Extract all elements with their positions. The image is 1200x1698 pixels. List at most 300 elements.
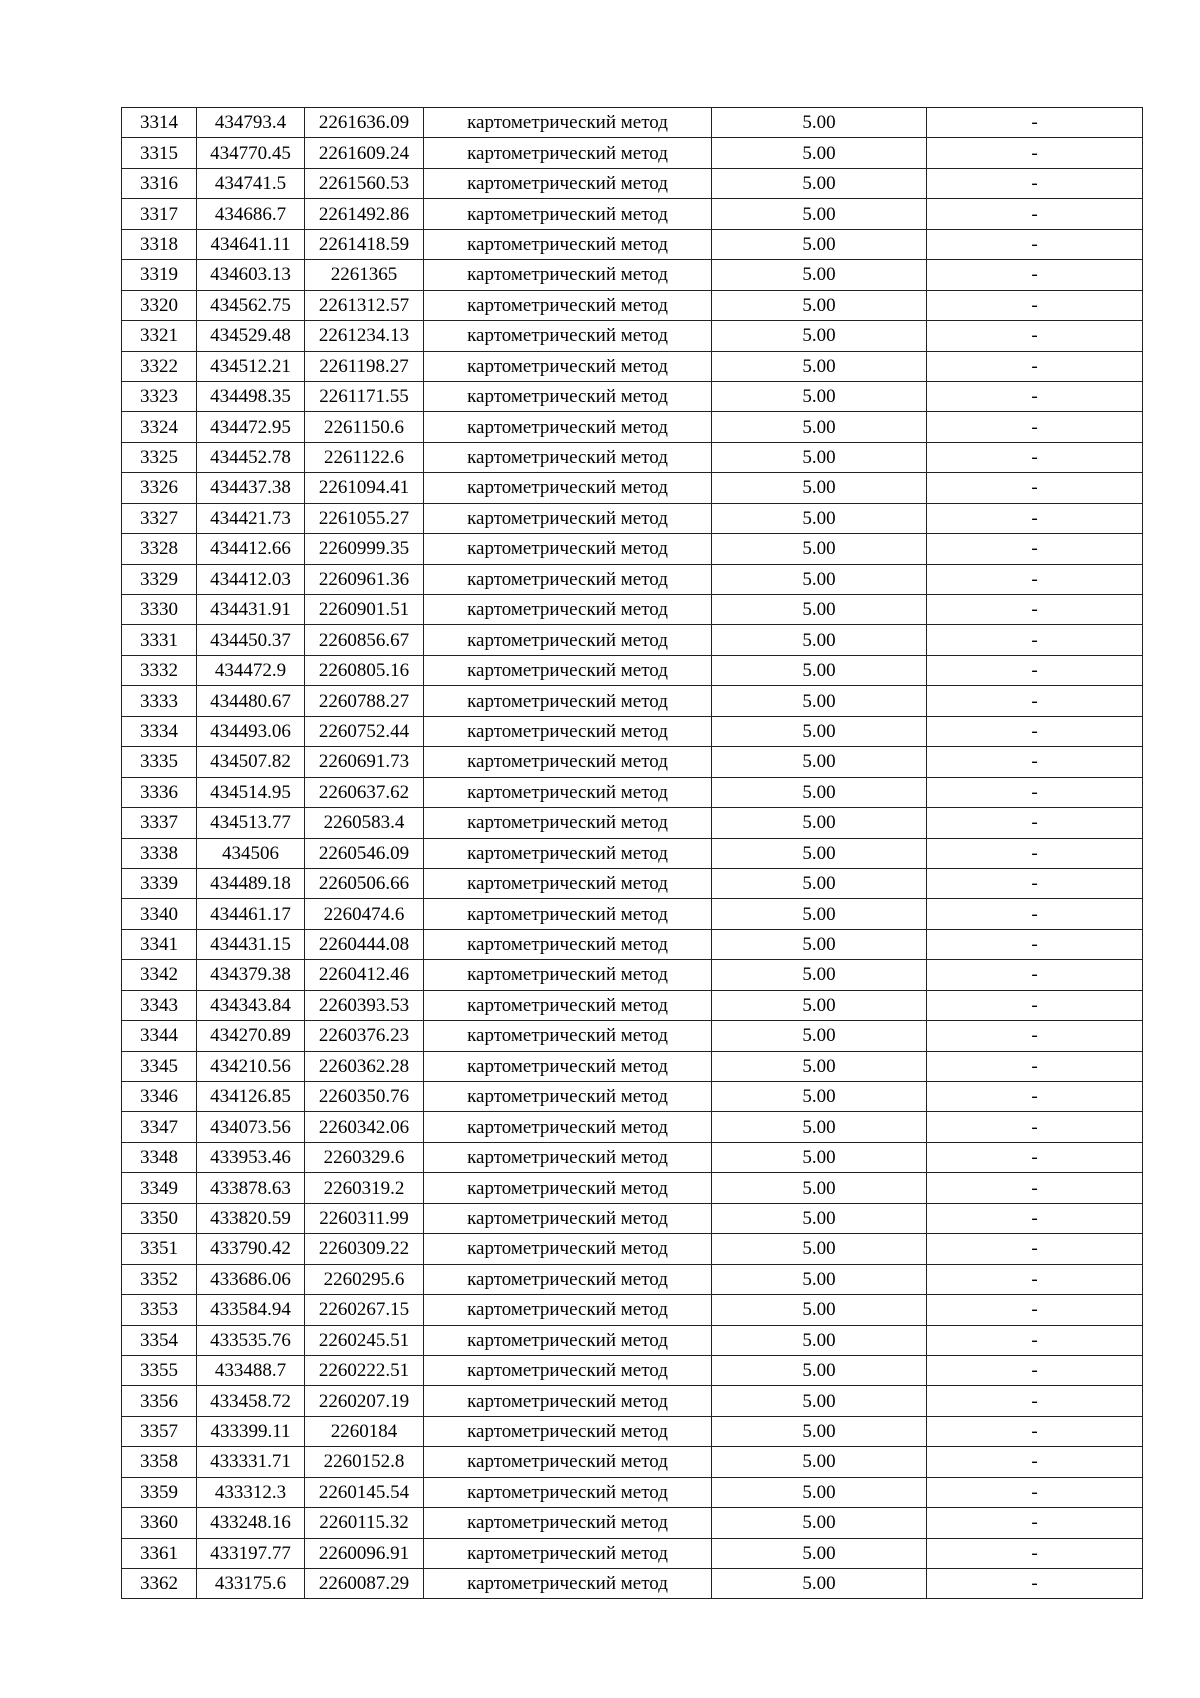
method-cell: картометрический метод xyxy=(424,1508,712,1538)
accuracy-cell: 5.00 xyxy=(712,1021,927,1051)
accuracy-cell: 5.00 xyxy=(712,1295,927,1325)
accuracy-cell: 5.00 xyxy=(712,1082,927,1112)
table-row xyxy=(122,108,1143,138)
description-cell: - xyxy=(927,990,1143,1020)
x-coordinate-cell: 433248.16 xyxy=(197,1508,305,1538)
accuracy-cell: 5.00 xyxy=(712,1416,927,1446)
accuracy-cell: 5.00 xyxy=(712,442,927,472)
table-row xyxy=(122,899,1143,929)
accuracy-cell: 5.00 xyxy=(712,716,927,746)
table-row xyxy=(122,1325,1143,1355)
method-cell: картометрический метод xyxy=(424,777,712,807)
description-cell: - xyxy=(927,1416,1143,1446)
x-coordinate-cell: 434431.91 xyxy=(197,595,305,625)
description-cell: - xyxy=(927,564,1143,594)
table-row xyxy=(122,595,1143,625)
table-row xyxy=(122,564,1143,594)
y-coordinate-cell: 2260901.51 xyxy=(305,595,424,625)
x-coordinate-cell: 434073.56 xyxy=(197,1112,305,1142)
point-number-cell: 3324 xyxy=(122,412,197,442)
y-coordinate-cell: 2260342.06 xyxy=(305,1112,424,1142)
y-coordinate-cell: 2260546.09 xyxy=(305,838,424,868)
description-cell: - xyxy=(927,1173,1143,1203)
description-cell: - xyxy=(927,625,1143,655)
table-row xyxy=(122,960,1143,990)
description-cell: - xyxy=(927,1051,1143,1081)
accuracy-cell: 5.00 xyxy=(712,138,927,168)
point-number-cell: 3351 xyxy=(122,1234,197,1264)
coordinates-table xyxy=(121,107,1143,1599)
x-coordinate-cell: 434512.21 xyxy=(197,351,305,381)
y-coordinate-cell: 2260245.51 xyxy=(305,1325,424,1355)
method-cell: картометрический метод xyxy=(424,290,712,320)
y-coordinate-cell: 2261365 xyxy=(305,260,424,290)
accuracy-cell: 5.00 xyxy=(712,168,927,198)
description-cell: - xyxy=(927,960,1143,990)
table-row xyxy=(122,1203,1143,1233)
x-coordinate-cell: 433953.46 xyxy=(197,1142,305,1172)
x-coordinate-cell: 433790.42 xyxy=(197,1234,305,1264)
x-coordinate-cell: 433535.76 xyxy=(197,1325,305,1355)
table-row xyxy=(122,1508,1143,1538)
x-coordinate-cell: 434793.4 xyxy=(197,108,305,138)
point-number-cell: 3321 xyxy=(122,321,197,351)
point-number-cell: 3356 xyxy=(122,1386,197,1416)
x-coordinate-cell: 434514.95 xyxy=(197,777,305,807)
point-number-cell: 3318 xyxy=(122,229,197,259)
description-cell: - xyxy=(927,1447,1143,1477)
description-cell: - xyxy=(927,595,1143,625)
method-cell: картометрический метод xyxy=(424,1477,712,1507)
table-row xyxy=(122,868,1143,898)
point-number-cell: 3341 xyxy=(122,929,197,959)
description-cell: - xyxy=(927,168,1143,198)
y-coordinate-cell: 2260152.8 xyxy=(305,1447,424,1477)
accuracy-cell: 5.00 xyxy=(712,777,927,807)
description-cell: - xyxy=(927,1142,1143,1172)
description-cell: - xyxy=(927,868,1143,898)
x-coordinate-cell: 434412.66 xyxy=(197,534,305,564)
table-row xyxy=(122,503,1143,533)
x-coordinate-cell: 433488.7 xyxy=(197,1355,305,1385)
y-coordinate-cell: 2260222.51 xyxy=(305,1355,424,1385)
y-coordinate-cell: 2260309.22 xyxy=(305,1234,424,1264)
description-cell: - xyxy=(927,1569,1143,1599)
method-cell: картометрический метод xyxy=(424,1173,712,1203)
accuracy-cell: 5.00 xyxy=(712,595,927,625)
table-row xyxy=(122,808,1143,838)
table-row xyxy=(122,990,1143,1020)
y-coordinate-cell: 2260329.6 xyxy=(305,1142,424,1172)
y-coordinate-cell: 2260805.16 xyxy=(305,655,424,685)
table-row xyxy=(122,1538,1143,1568)
x-coordinate-cell: 434770.45 xyxy=(197,138,305,168)
y-coordinate-cell: 2261094.41 xyxy=(305,473,424,503)
point-number-cell: 3345 xyxy=(122,1051,197,1081)
y-coordinate-cell: 2260691.73 xyxy=(305,747,424,777)
y-coordinate-cell: 2261171.55 xyxy=(305,381,424,411)
method-cell: картометрический метод xyxy=(424,1203,712,1233)
accuracy-cell: 5.00 xyxy=(712,503,927,533)
accuracy-cell: 5.00 xyxy=(712,990,927,1020)
x-coordinate-cell: 434452.78 xyxy=(197,442,305,472)
method-cell: картометрический метод xyxy=(424,990,712,1020)
accuracy-cell: 5.00 xyxy=(712,1203,927,1233)
accuracy-cell: 5.00 xyxy=(712,625,927,655)
y-coordinate-cell: 2260362.28 xyxy=(305,1051,424,1081)
table-row xyxy=(122,1386,1143,1416)
x-coordinate-cell: 434270.89 xyxy=(197,1021,305,1051)
accuracy-cell: 5.00 xyxy=(712,1355,927,1385)
point-number-cell: 3358 xyxy=(122,1447,197,1477)
x-coordinate-cell: 434343.84 xyxy=(197,990,305,1020)
x-coordinate-cell: 433175.6 xyxy=(197,1569,305,1599)
point-number-cell: 3354 xyxy=(122,1325,197,1355)
method-cell: картометрический метод xyxy=(424,1447,712,1477)
accuracy-cell: 5.00 xyxy=(712,290,927,320)
y-coordinate-cell: 2260350.76 xyxy=(305,1082,424,1112)
accuracy-cell: 5.00 xyxy=(712,1142,927,1172)
description-cell: - xyxy=(927,1082,1143,1112)
description-cell: - xyxy=(927,290,1143,320)
method-cell: картометрический метод xyxy=(424,838,712,868)
description-cell: - xyxy=(927,1538,1143,1568)
method-cell: картометрический метод xyxy=(424,595,712,625)
table-row xyxy=(122,321,1143,351)
table-row xyxy=(122,199,1143,229)
description-cell: - xyxy=(927,929,1143,959)
method-cell: картометрический метод xyxy=(424,1051,712,1081)
x-coordinate-cell: 434210.56 xyxy=(197,1051,305,1081)
coordinates-table-body xyxy=(122,108,1143,1599)
x-coordinate-cell: 434529.48 xyxy=(197,321,305,351)
description-cell: - xyxy=(927,503,1143,533)
point-number-cell: 3325 xyxy=(122,442,197,472)
description-cell: - xyxy=(927,534,1143,564)
accuracy-cell: 5.00 xyxy=(712,381,927,411)
table-row xyxy=(122,1234,1143,1264)
table-row xyxy=(122,1447,1143,1477)
accuracy-cell: 5.00 xyxy=(712,108,927,138)
table-row xyxy=(122,747,1143,777)
accuracy-cell: 5.00 xyxy=(712,199,927,229)
point-number-cell: 3337 xyxy=(122,808,197,838)
description-cell: - xyxy=(927,351,1143,381)
y-coordinate-cell: 2261418.59 xyxy=(305,229,424,259)
accuracy-cell: 5.00 xyxy=(712,351,927,381)
accuracy-cell: 5.00 xyxy=(712,686,927,716)
description-cell: - xyxy=(927,381,1143,411)
method-cell: картометрический метод xyxy=(424,321,712,351)
accuracy-cell: 5.00 xyxy=(712,655,927,685)
accuracy-cell: 5.00 xyxy=(712,1112,927,1142)
point-number-cell: 3343 xyxy=(122,990,197,1020)
accuracy-cell: 5.00 xyxy=(712,1264,927,1294)
method-cell: картометрический метод xyxy=(424,1112,712,1142)
x-coordinate-cell: 433312.3 xyxy=(197,1477,305,1507)
y-coordinate-cell: 2260184 xyxy=(305,1416,424,1446)
y-coordinate-cell: 2260752.44 xyxy=(305,716,424,746)
point-number-cell: 3314 xyxy=(122,108,197,138)
method-cell: картометрический метод xyxy=(424,534,712,564)
accuracy-cell: 5.00 xyxy=(712,412,927,442)
method-cell: картометрический метод xyxy=(424,1416,712,1446)
table-row xyxy=(122,1477,1143,1507)
method-cell: картометрический метод xyxy=(424,747,712,777)
table-row xyxy=(122,686,1143,716)
method-cell: картометрический метод xyxy=(424,229,712,259)
y-coordinate-cell: 2260267.15 xyxy=(305,1295,424,1325)
description-cell: - xyxy=(927,1234,1143,1264)
method-cell: картометрический метод xyxy=(424,260,712,290)
method-cell: картометрический метод xyxy=(424,503,712,533)
method-cell: картометрический метод xyxy=(424,381,712,411)
x-coordinate-cell: 434431.15 xyxy=(197,929,305,959)
point-number-cell: 3334 xyxy=(122,716,197,746)
x-coordinate-cell: 433399.11 xyxy=(197,1416,305,1446)
x-coordinate-cell: 434421.73 xyxy=(197,503,305,533)
table-row xyxy=(122,138,1143,168)
point-number-cell: 3332 xyxy=(122,655,197,685)
point-number-cell: 3339 xyxy=(122,868,197,898)
table-row xyxy=(122,260,1143,290)
method-cell: картометрический метод xyxy=(424,899,712,929)
y-coordinate-cell: 2260637.62 xyxy=(305,777,424,807)
description-cell: - xyxy=(927,838,1143,868)
point-number-cell: 3336 xyxy=(122,777,197,807)
y-coordinate-cell: 2261122.6 xyxy=(305,442,424,472)
y-coordinate-cell: 2260444.08 xyxy=(305,929,424,959)
table-row xyxy=(122,1355,1143,1385)
description-cell: - xyxy=(927,321,1143,351)
accuracy-cell: 5.00 xyxy=(712,1325,927,1355)
x-coordinate-cell: 434686.7 xyxy=(197,199,305,229)
table-row xyxy=(122,929,1143,959)
point-number-cell: 3361 xyxy=(122,1538,197,1568)
accuracy-cell: 5.00 xyxy=(712,868,927,898)
y-coordinate-cell: 2260115.32 xyxy=(305,1508,424,1538)
point-number-cell: 3338 xyxy=(122,838,197,868)
table-row xyxy=(122,168,1143,198)
table-row xyxy=(122,1569,1143,1599)
table-row xyxy=(122,534,1143,564)
accuracy-cell: 5.00 xyxy=(712,534,927,564)
x-coordinate-cell: 434641.11 xyxy=(197,229,305,259)
method-cell: картометрический метод xyxy=(424,138,712,168)
method-cell: картометрический метод xyxy=(424,716,712,746)
description-cell: - xyxy=(927,1203,1143,1233)
point-number-cell: 3357 xyxy=(122,1416,197,1446)
accuracy-cell: 5.00 xyxy=(712,1447,927,1477)
description-cell: - xyxy=(927,1508,1143,1538)
y-coordinate-cell: 2261636.09 xyxy=(305,108,424,138)
point-number-cell: 3335 xyxy=(122,747,197,777)
point-number-cell: 3327 xyxy=(122,503,197,533)
x-coordinate-cell: 434450.37 xyxy=(197,625,305,655)
x-coordinate-cell: 434480.67 xyxy=(197,686,305,716)
table-row xyxy=(122,838,1143,868)
table-row xyxy=(122,625,1143,655)
y-coordinate-cell: 2261560.53 xyxy=(305,168,424,198)
y-coordinate-cell: 2261609.24 xyxy=(305,138,424,168)
method-cell: картометрический метод xyxy=(424,868,712,898)
method-cell: картометрический метод xyxy=(424,1142,712,1172)
description-cell: - xyxy=(927,1325,1143,1355)
accuracy-cell: 5.00 xyxy=(712,1051,927,1081)
point-number-cell: 3344 xyxy=(122,1021,197,1051)
accuracy-cell: 5.00 xyxy=(712,260,927,290)
x-coordinate-cell: 434741.5 xyxy=(197,168,305,198)
x-coordinate-cell: 433458.72 xyxy=(197,1386,305,1416)
table-row xyxy=(122,777,1143,807)
method-cell: картометрический метод xyxy=(424,808,712,838)
accuracy-cell: 5.00 xyxy=(712,473,927,503)
accuracy-cell: 5.00 xyxy=(712,1234,927,1264)
x-coordinate-cell: 434472.95 xyxy=(197,412,305,442)
method-cell: картометрический метод xyxy=(424,351,712,381)
description-cell: - xyxy=(927,808,1143,838)
x-coordinate-cell: 434562.75 xyxy=(197,290,305,320)
accuracy-cell: 5.00 xyxy=(712,1173,927,1203)
description-cell: - xyxy=(927,108,1143,138)
y-coordinate-cell: 2260096.91 xyxy=(305,1538,424,1568)
point-number-cell: 3360 xyxy=(122,1508,197,1538)
y-coordinate-cell: 2261234.13 xyxy=(305,321,424,351)
y-coordinate-cell: 2260412.46 xyxy=(305,960,424,990)
point-number-cell: 3348 xyxy=(122,1142,197,1172)
y-coordinate-cell: 2260295.6 xyxy=(305,1264,424,1294)
y-coordinate-cell: 2261055.27 xyxy=(305,503,424,533)
description-cell: - xyxy=(927,777,1143,807)
table-row xyxy=(122,442,1143,472)
y-coordinate-cell: 2260393.53 xyxy=(305,990,424,1020)
x-coordinate-cell: 434603.13 xyxy=(197,260,305,290)
table-row xyxy=(122,1021,1143,1051)
point-number-cell: 3359 xyxy=(122,1477,197,1507)
point-number-cell: 3326 xyxy=(122,473,197,503)
accuracy-cell: 5.00 xyxy=(712,1508,927,1538)
y-coordinate-cell: 2260999.35 xyxy=(305,534,424,564)
x-coordinate-cell: 434493.06 xyxy=(197,716,305,746)
table-row xyxy=(122,381,1143,411)
y-coordinate-cell: 2260474.6 xyxy=(305,899,424,929)
x-coordinate-cell: 434506 xyxy=(197,838,305,868)
x-coordinate-cell: 434437.38 xyxy=(197,473,305,503)
description-cell: - xyxy=(927,1355,1143,1385)
accuracy-cell: 5.00 xyxy=(712,1386,927,1416)
method-cell: картометрический метод xyxy=(424,1325,712,1355)
x-coordinate-cell: 433584.94 xyxy=(197,1295,305,1325)
table-row xyxy=(122,412,1143,442)
method-cell: картометрический метод xyxy=(424,929,712,959)
point-number-cell: 3323 xyxy=(122,381,197,411)
table-row xyxy=(122,1295,1143,1325)
y-coordinate-cell: 2260319.2 xyxy=(305,1173,424,1203)
method-cell: картометрический метод xyxy=(424,686,712,716)
x-coordinate-cell: 434489.18 xyxy=(197,868,305,898)
table-row xyxy=(122,351,1143,381)
accuracy-cell: 5.00 xyxy=(712,1569,927,1599)
description-cell: - xyxy=(927,473,1143,503)
x-coordinate-cell: 433197.77 xyxy=(197,1538,305,1568)
x-coordinate-cell: 434412.03 xyxy=(197,564,305,594)
point-number-cell: 3333 xyxy=(122,686,197,716)
point-number-cell: 3330 xyxy=(122,595,197,625)
x-coordinate-cell: 433820.59 xyxy=(197,1203,305,1233)
description-cell: - xyxy=(927,1112,1143,1142)
description-cell: - xyxy=(927,412,1143,442)
y-coordinate-cell: 2261198.27 xyxy=(305,351,424,381)
y-coordinate-cell: 2260311.99 xyxy=(305,1203,424,1233)
x-coordinate-cell: 434507.82 xyxy=(197,747,305,777)
table-row xyxy=(122,229,1143,259)
method-cell: картометрический метод xyxy=(424,199,712,229)
point-number-cell: 3340 xyxy=(122,899,197,929)
y-coordinate-cell: 2261150.6 xyxy=(305,412,424,442)
x-coordinate-cell: 434379.38 xyxy=(197,960,305,990)
x-coordinate-cell: 434472.9 xyxy=(197,655,305,685)
point-number-cell: 3316 xyxy=(122,168,197,198)
method-cell: картометрический метод xyxy=(424,1295,712,1325)
description-cell: - xyxy=(927,260,1143,290)
description-cell: - xyxy=(927,138,1143,168)
y-coordinate-cell: 2260087.29 xyxy=(305,1569,424,1599)
method-cell: картометрический метод xyxy=(424,655,712,685)
method-cell: картометрический метод xyxy=(424,473,712,503)
point-number-cell: 3352 xyxy=(122,1264,197,1294)
y-coordinate-cell: 2261492.86 xyxy=(305,199,424,229)
accuracy-cell: 5.00 xyxy=(712,1538,927,1568)
table-row xyxy=(122,290,1143,320)
method-cell: картометрический метод xyxy=(424,1082,712,1112)
point-number-cell: 3329 xyxy=(122,564,197,594)
x-coordinate-cell: 434126.85 xyxy=(197,1082,305,1112)
method-cell: картометрический метод xyxy=(424,1538,712,1568)
table-row xyxy=(122,1142,1143,1172)
method-cell: картометрический метод xyxy=(424,564,712,594)
point-number-cell: 3355 xyxy=(122,1355,197,1385)
y-coordinate-cell: 2260583.4 xyxy=(305,808,424,838)
method-cell: картометрический метод xyxy=(424,625,712,655)
accuracy-cell: 5.00 xyxy=(712,960,927,990)
point-number-cell: 3346 xyxy=(122,1082,197,1112)
point-number-cell: 3353 xyxy=(122,1295,197,1325)
description-cell: - xyxy=(927,1386,1143,1416)
point-number-cell: 3362 xyxy=(122,1569,197,1599)
accuracy-cell: 5.00 xyxy=(712,838,927,868)
table-row xyxy=(122,1264,1143,1294)
y-coordinate-cell: 2260145.54 xyxy=(305,1477,424,1507)
table-row xyxy=(122,1173,1143,1203)
description-cell: - xyxy=(927,1264,1143,1294)
method-cell: картометрический метод xyxy=(424,412,712,442)
description-cell: - xyxy=(927,1295,1143,1325)
point-number-cell: 3322 xyxy=(122,351,197,381)
description-cell: - xyxy=(927,899,1143,929)
x-coordinate-cell: 433878.63 xyxy=(197,1173,305,1203)
table-row xyxy=(122,473,1143,503)
point-number-cell: 3328 xyxy=(122,534,197,564)
point-number-cell: 3347 xyxy=(122,1112,197,1142)
y-coordinate-cell: 2260376.23 xyxy=(305,1021,424,1051)
y-coordinate-cell: 2260961.36 xyxy=(305,564,424,594)
x-coordinate-cell: 434461.17 xyxy=(197,899,305,929)
description-cell: - xyxy=(927,442,1143,472)
method-cell: картометрический метод xyxy=(424,1234,712,1264)
table-row xyxy=(122,1416,1143,1446)
accuracy-cell: 5.00 xyxy=(712,929,927,959)
point-number-cell: 3317 xyxy=(122,199,197,229)
